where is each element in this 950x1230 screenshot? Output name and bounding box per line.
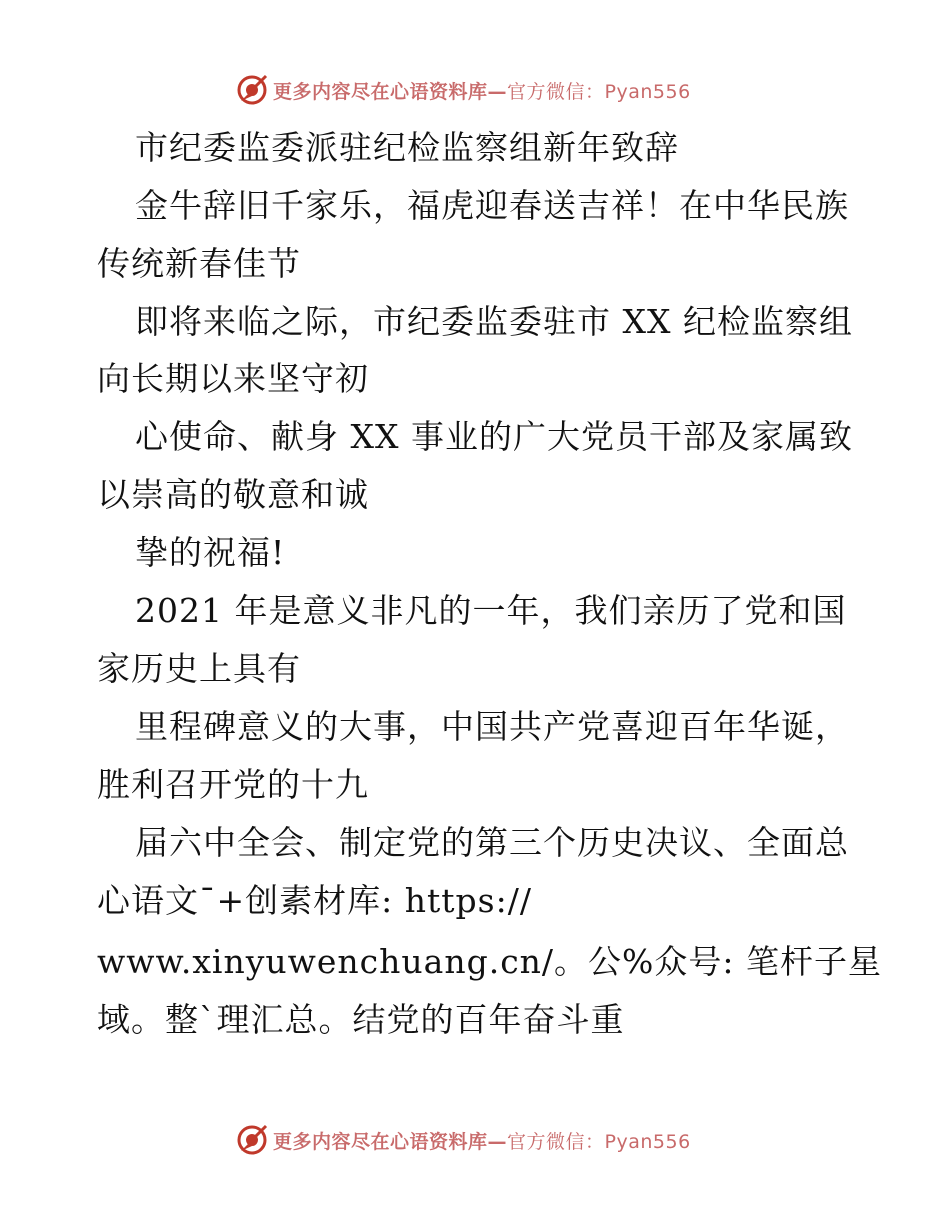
document-title: 市纪委监委派驻纪检监察组新年致辞	[135, 128, 679, 167]
pen-logo-icon	[235, 73, 269, 107]
watermark-brand: 更多内容尽在心语资料库	[273, 80, 488, 103]
paragraph-line: 届六中全会、制定党的第三个历史决议、全面总	[135, 823, 849, 862]
watermark-text	[273, 77, 691, 104]
pen-logo-icon	[235, 1123, 269, 1157]
paragraph-line: 域。整`理汇总。结党的百年奋斗重	[97, 1000, 625, 1039]
paragraph-line: 胜利召开党的十九	[97, 765, 369, 804]
paragraph-line: 即将来临之际，市纪委监委驻市 XX 纪检监察组	[135, 302, 853, 341]
paragraph-line: 里程碑意义的大事，中国共产党喜迎百年华诞，	[135, 707, 849, 746]
watermark-dash: —	[487, 80, 508, 103]
watermark-brand: 更多内容尽在心语资料库	[273, 1130, 488, 1153]
header-watermark	[235, 72, 715, 108]
paragraph-line: 心语文¯+创素材库: https://	[97, 881, 532, 920]
paragraph-line: 2021 年是意义非凡的一年，我们亲历了党和国	[135, 591, 847, 630]
paragraph-line: www.xinyuwenchuang.cn/。公%众号: 笔杆子星	[97, 942, 883, 981]
paragraph-line: 家历史上具有	[97, 649, 301, 688]
paragraph-line: 挚的祝福!	[135, 533, 286, 572]
watermark-dash: —	[487, 1130, 508, 1153]
watermark-wechat: 官方微信：Pyan556	[507, 80, 691, 103]
paragraph-line: 传统新春佳节	[97, 244, 301, 283]
paragraph-line: 心使命、献身 XX 事业的广大党员干部及家属致	[135, 417, 853, 456]
paragraph-line: 向长期以来坚守初	[97, 359, 369, 398]
watermark-wechat: 官方微信：Pyan556	[507, 1130, 691, 1153]
paragraph-line: 金牛辞旧千家乐，福虎迎春送吉祥！在中华民族	[135, 186, 849, 225]
watermark-text	[273, 1127, 691, 1154]
footer-watermark	[235, 1122, 715, 1158]
paragraph-line: 以崇高的敬意和诚	[97, 475, 369, 514]
